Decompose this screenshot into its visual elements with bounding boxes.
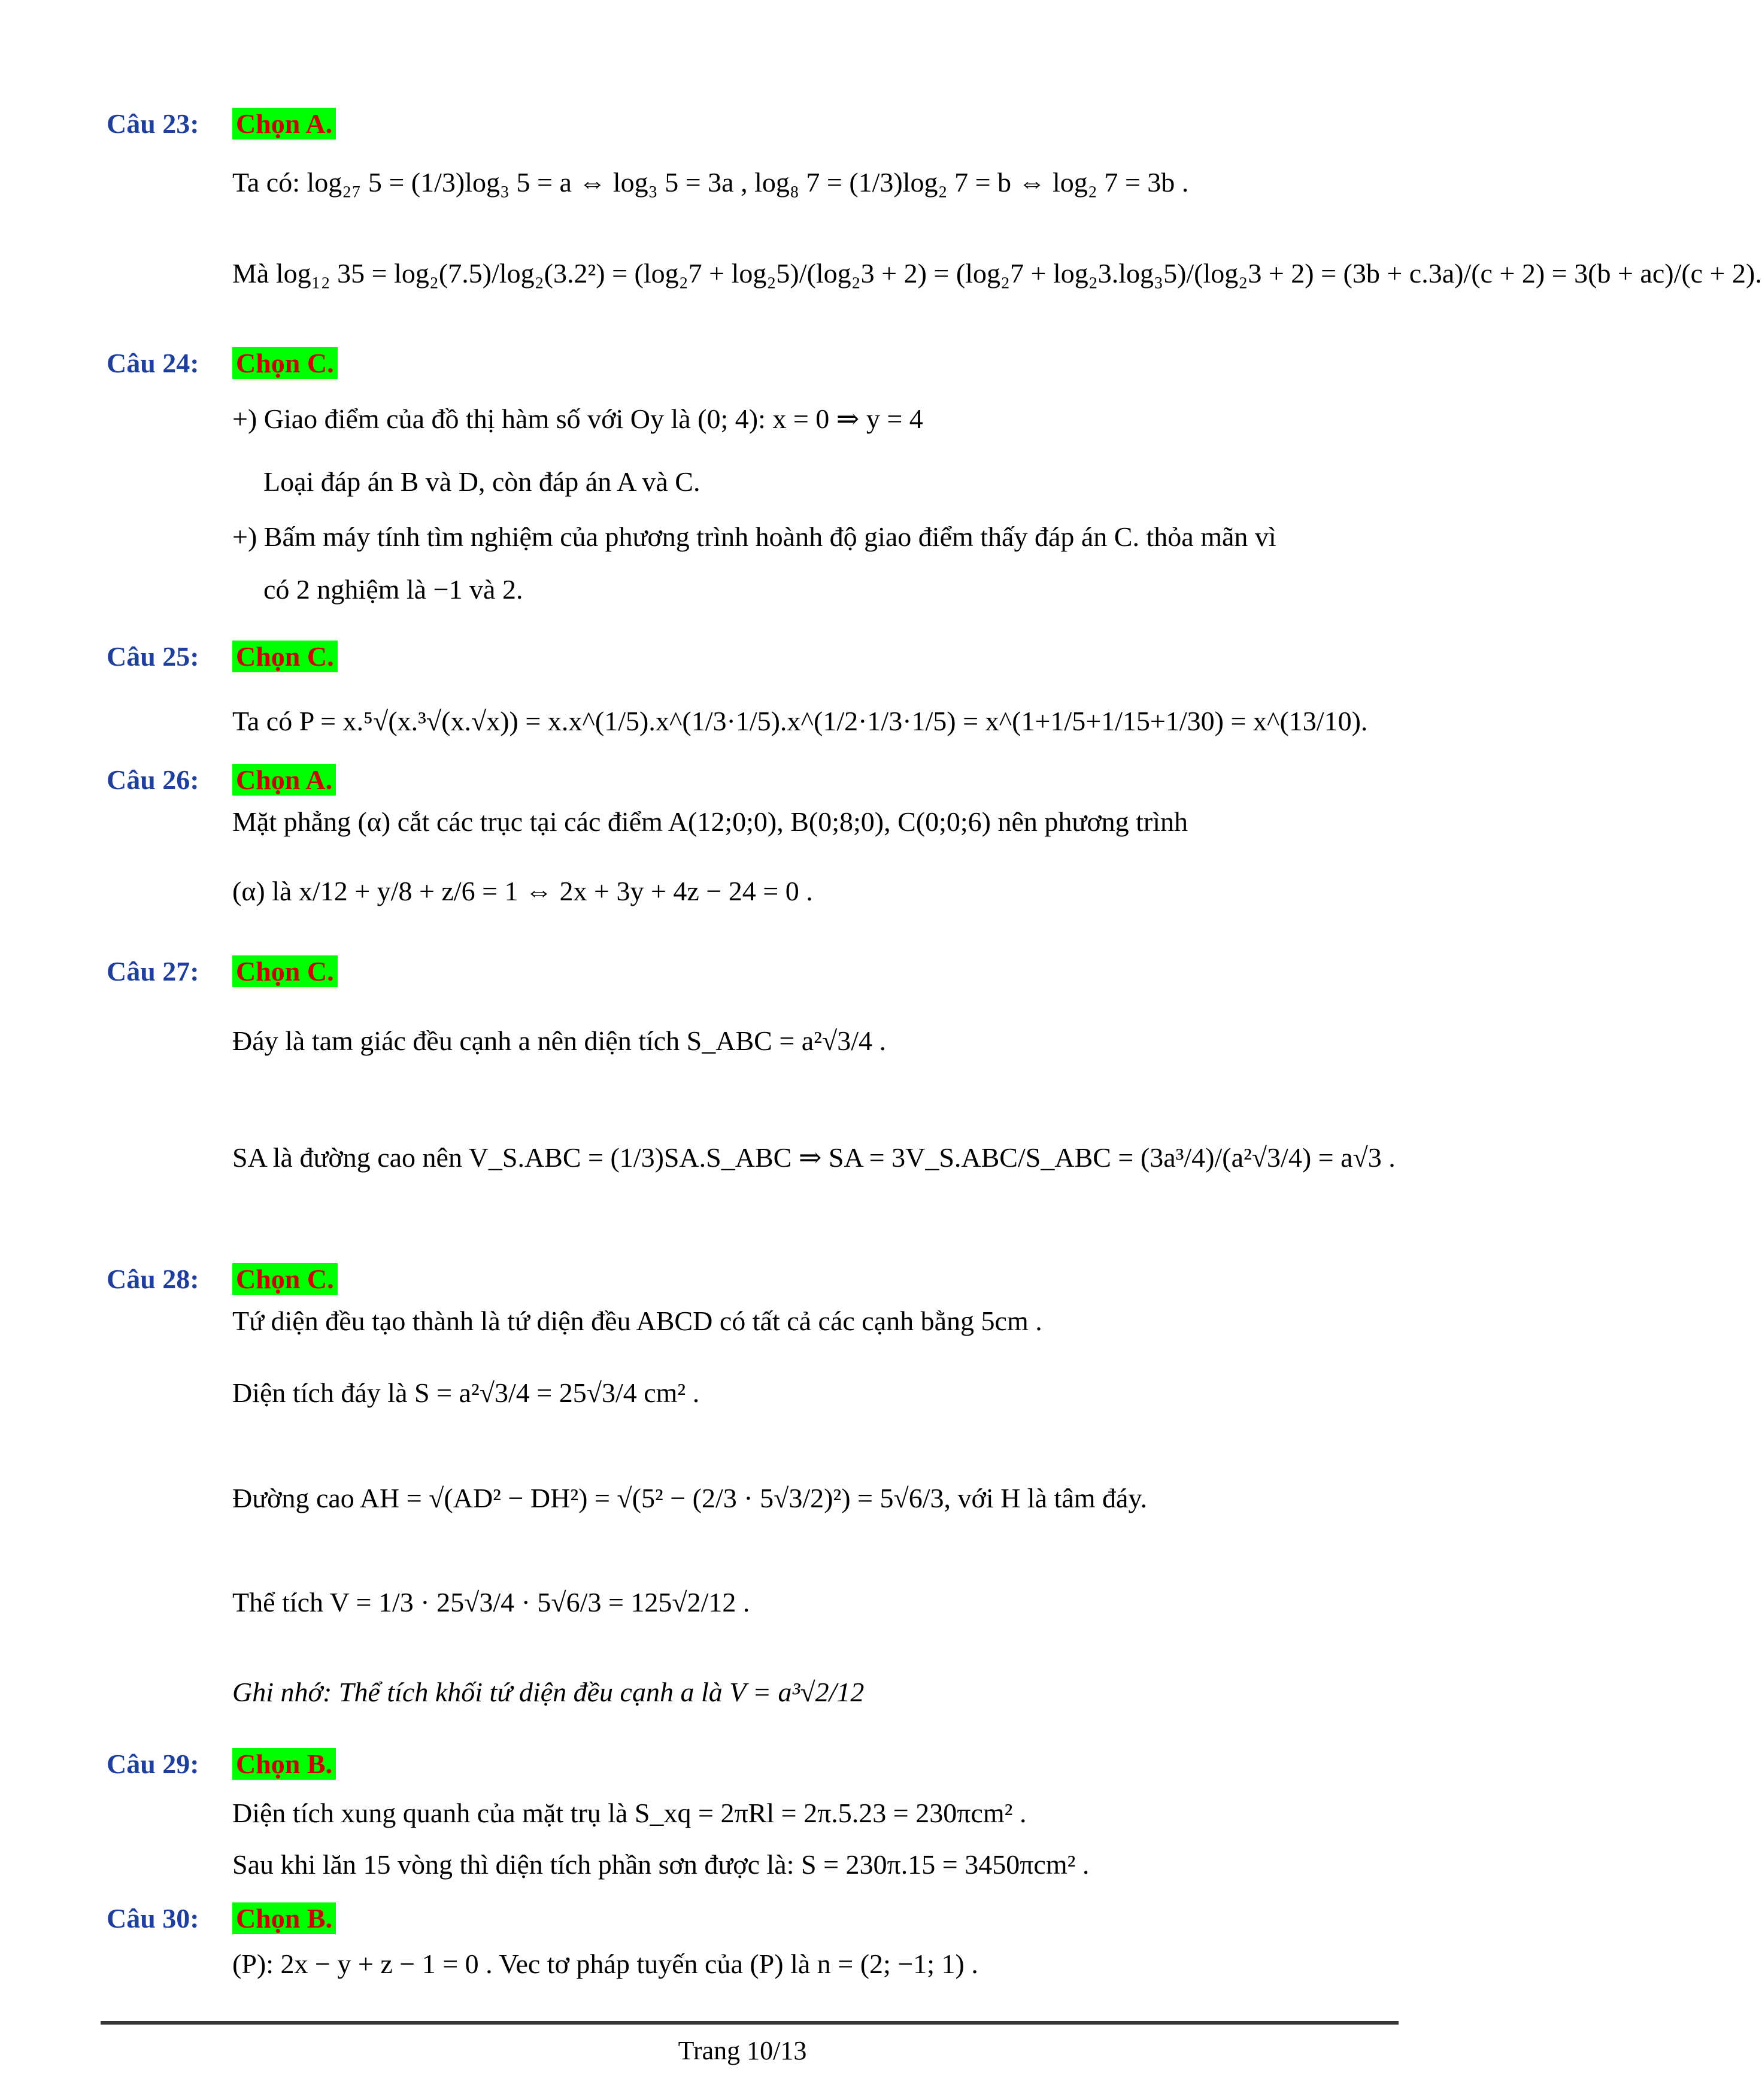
solution-line: Diện tích đáy là S = a²√3/4 = 25√3/4 cm² . (232, 1377, 700, 1408)
question-label: Câu 27: (107, 956, 199, 987)
solution-line: Ta có P = x.⁵√(x.³√(x.√x)) = x.x^(1/5).x^(1/3·1/5).x^(1/2·1/3·1/5) = x^(1+1/5+1/15+1/30) = x^(13/10). (232, 706, 1368, 736)
solution-line: Đường cao AH = √(AD² − DH²) = √(5² − (2/3 · 5√3/2)²) = 5√6/3, với H là tâm đáy. (232, 1483, 1147, 1513)
solution-line: Diện tích xung quanh của mặt trụ là S_xq = 2πRl = 2π.5.23 = 230πcm² . (232, 1798, 1027, 1828)
solution-line: Đáy là tam giác đều cạnh a nên diện tích S_ABC = a²√3/4 . (232, 1025, 887, 1056)
solution-line: Ta có: log₂₇ 5 = (1/3)log₃ 5 = a ⇔ log₃ 5 = 3a , log₈ 7 = (1/3)log₂ 7 = b ⇔ log₂ 7 = 3b . (232, 167, 1189, 198)
solution-line: Loại đáp án B và D, còn đáp án A và C. (263, 466, 700, 497)
page-number: Trang 10/13 (678, 2036, 807, 2065)
question-label: Câu 25: (107, 641, 199, 672)
solution-line: SA là đường cao nên V_S.ABC = (1/3)SA.S_ABC ⇒ SA = 3V_S.ABC/S_ABC = (3a³/4)/(a²√3/4) = a√3 . (232, 1142, 1396, 1173)
solution-line: Thể tích V = 1/3 · 25√3/4 · 5√6/3 = 125√2/12 . (232, 1587, 750, 1618)
question-label: Câu 26: (107, 764, 199, 795)
answer-badge: Chọn C. (232, 955, 338, 987)
question-label: Câu 28: (107, 1264, 199, 1294)
question-label: Câu 30: (107, 1903, 199, 1934)
solution-line: +) Giao điểm của đồ thị hàm số với Oy là (0; 4): x = 0 ⇒ y = 4 (232, 403, 923, 434)
solution-line: có 2 nghiệm là −1 và 2. (263, 574, 523, 605)
solution-line: (P): 2x − y + z − 1 = 0 . Vec tơ pháp tuyến của (P) là n = (2; −1; 1) . (232, 1949, 978, 1979)
answer-badge: Chọn C. (232, 347, 338, 379)
question-label: Câu 29: (107, 1749, 199, 1779)
solution-line: Mà log₁₂ 35 = log₂(7.5)/log₂(3.2²) = (log₂7 + log₂5)/(log₂3 + 2) = (log₂7 + log₂3.log₃5)/(log₂3 + 2) = (3b + c.3a)/(c + 2) = 3(b + ac)/(c + 2). (232, 258, 1762, 289)
answer-badge: Chọn A. (232, 108, 336, 139)
answer-badge: Chọn B. (232, 1902, 336, 1934)
answer-badge: Chọn A. (232, 764, 336, 796)
solution-line: Ghi nhớ: Thể tích khối tứ diện đều cạnh a là V = a³√2/12 (232, 1677, 865, 1707)
answer-badge: Chọn C. (232, 641, 338, 672)
solution-line: Mặt phẳng (α) cắt các trục tại các điểm A(12;0;0), B(0;8;0), C(0;0;6) nên phương trình (232, 806, 1188, 837)
solution-line: Sau khi lăn 15 vòng thì diện tích phần sơn được là: S = 230π.15 = 3450πcm² . (232, 1849, 1090, 1880)
answer-badge: Chọn C. (232, 1263, 338, 1295)
answer-badge: Chọn B. (232, 1748, 336, 1780)
solution-line: (α) là x/12 + y/8 + z/6 = 1 ⇔ 2x + 3y + 4z − 24 = 0 . (232, 876, 813, 906)
footer-divider (101, 2021, 1399, 2025)
solution-line: +) Bấm máy tính tìm nghiệm của phương trình hoành độ giao điểm thấy đáp án C. thỏa mãn vì (232, 521, 1276, 552)
question-label: Câu 23: (107, 108, 199, 139)
solution-line: Tứ diện đều tạo thành là tứ diện đều ABCD có tất cả các cạnh bằng 5cm . (232, 1306, 1042, 1336)
question-label: Câu 24: (107, 348, 199, 378)
